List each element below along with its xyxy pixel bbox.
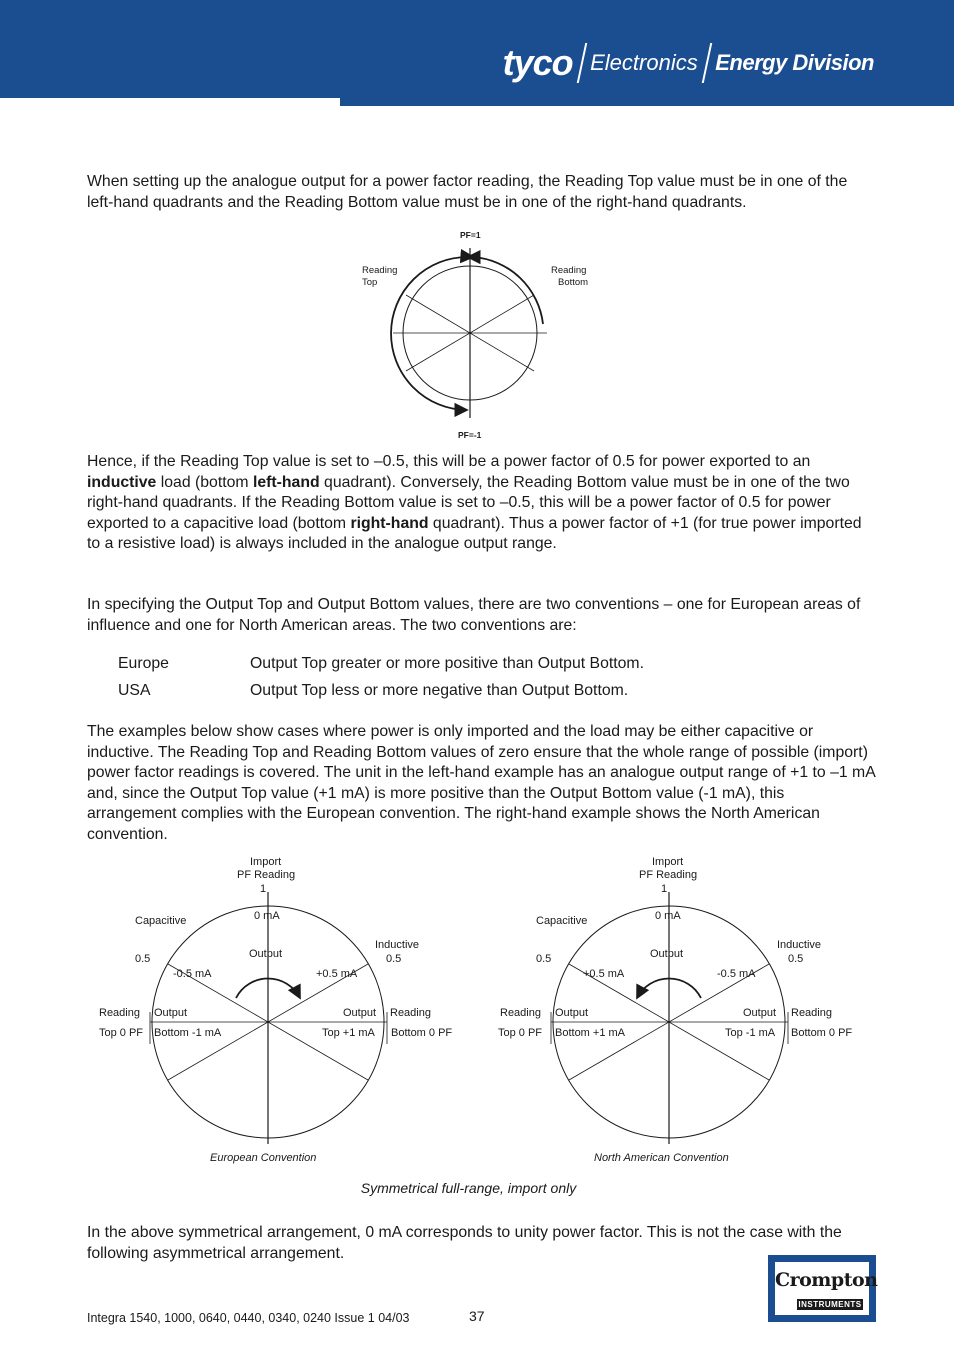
page-number: 37 [469, 1308, 485, 1324]
convention-region: USA [118, 682, 151, 699]
top-ma-label: Top +1 mA [322, 1027, 375, 1039]
header-banner [0, 0, 954, 106]
crompton-sub: INSTRUMENTS [798, 1300, 862, 1309]
reading-left-label: Reading [500, 1007, 541, 1019]
reading-right-label: Reading [791, 1007, 832, 1019]
reading-right-label: Reading [390, 1007, 431, 1019]
zero-ma-label: 0 mA [655, 910, 681, 922]
pf-minus-one-label: PF=-1 [458, 430, 482, 440]
paragraph-conventions: In specifying the Output Top and Output Bottom values, there are two conventions – one for European areas of influence and one for North American areas. The two conventions are: [87, 596, 861, 634]
convention-row-europe [118, 655, 644, 673]
brand-division: Energy Division [715, 50, 874, 75]
emphasis-inductive: inductive [87, 473, 157, 491]
brand-logo [503, 40, 874, 86]
pf-one-label: 1 [661, 883, 668, 895]
bottom-0pf-label: Bottom 0 PF [391, 1027, 453, 1039]
paragraph-reading-values: Hence, if the Reading Top value is set to –0.5, this will be a power factor of 0.5 for power exported to an inductive load (bottom left-hand quadrant). Conversely, the Reading Bottom value must be in one of the two right-hand quadrants. If the Reading Bottom value is set to –0.5, this will be a power factor of 0.5 for power exported to a capacitive load (bottom right-hand quadrant). Thus a power factor of +1 (for true power imported to a resistive load) is always included in the analogue output range. [87, 453, 862, 553]
convention-diagrams [90, 852, 870, 1170]
north-american-diagram [498, 856, 852, 1164]
output-right-label: Output [343, 1007, 377, 1019]
top-0pf-label: Top 0 PF [99, 1027, 144, 1039]
brand-tyco: tyco [502, 42, 573, 83]
paragraph-asymmetrical: In the above symmetrical arrangement, 0 mA corresponds to unity power factor. This is not the case with the following asymmetrical arrangement. [87, 1224, 842, 1262]
top-0pf-label: Top 0 PF [498, 1027, 543, 1039]
convention-rule: Output Top greater or more positive than Output Bottom. [250, 655, 644, 672]
header-notch [0, 98, 340, 106]
half-right-label: 0.5 [386, 953, 402, 965]
reading-top-label-2: Top [362, 277, 378, 288]
pf-quadrant-diagram [355, 226, 600, 444]
convention-row-usa [118, 682, 629, 700]
bottom-ma-label: Bottom -1 mA [154, 1027, 222, 1039]
pf-reading-label: PF Reading [639, 869, 698, 881]
import-label: Import [652, 856, 684, 868]
capacitive-label: Capacitive [536, 915, 588, 927]
zero-ma-label: 0 mA [254, 910, 280, 922]
crompton-name: Crompton [775, 1269, 878, 1291]
left-ma-label: -0.5 mA [173, 968, 212, 980]
reading-top-label-1: Reading [362, 265, 398, 276]
right-ma-label: -0.5 mA [717, 968, 756, 980]
european-convention-title: European Convention [210, 1152, 317, 1164]
half-left-label: 0.5 [536, 953, 552, 965]
top-ma-label: Top -1 mA [725, 1027, 776, 1039]
output-label: Output [650, 948, 684, 960]
footer-doc-info: Integra 1540, 1000, 0640, 0440, 0340, 0240 Issue 1 04/03 [87, 1311, 410, 1325]
convention-rule: Output Top less or more negative than Output Bottom. [250, 682, 629, 699]
bottom-ma-label: Bottom +1 mA [555, 1027, 626, 1039]
crompton-logo [768, 1255, 876, 1322]
capacitive-label: Capacitive [135, 915, 187, 927]
bottom-0pf-label: Bottom 0 PF [791, 1027, 853, 1039]
paragraph-intro: When setting up the analogue output for a power factor reading, the Reading Top value must be in one of the left-hand quadrants and the Reading Bottom value must be in one of the right-hand quadrants. [87, 173, 848, 211]
half-left-label: 0.5 [135, 953, 151, 965]
emphasis-left-hand: left-hand [252, 473, 320, 491]
inductive-label: Inductive [777, 939, 822, 951]
reading-left-label: Reading [99, 1007, 140, 1019]
output-left-label: Output [154, 1007, 188, 1019]
figure-caption: Symmetrical full-range, import only [360, 1180, 577, 1196]
brand-separator [576, 43, 586, 83]
reading-bottom-label-1: Reading [551, 265, 587, 276]
inductive-label: Inductive [375, 939, 420, 951]
reading-bottom-label-2: Bottom [558, 277, 589, 288]
emphasis-right-hand: right-hand [350, 514, 429, 532]
pf-plus-one-label: PF=1 [460, 230, 481, 240]
convention-region: Europe [118, 655, 169, 672]
north-american-convention-title: North American Convention [594, 1152, 729, 1164]
left-ma-label: +0.5 mA [583, 968, 625, 980]
brand-separator [701, 43, 711, 83]
pf-one-label: 1 [260, 883, 267, 895]
right-ma-label: +0.5 mA [316, 968, 358, 980]
half-right-label: 0.5 [788, 953, 804, 965]
output-right-label: Output [743, 1007, 777, 1019]
pf-reading-label: PF Reading [237, 869, 296, 881]
brand-electronics: Electronics [590, 50, 698, 75]
output-left-label: Output [555, 1007, 589, 1019]
output-label: Output [249, 948, 283, 960]
import-label: Import [250, 856, 282, 868]
paragraph-examples: The examples below show cases where power is only imported and the load may be either capacitive or inductive. The Reading Top and Reading Bottom values of zero ensure that the whole range of possible (import) power factor readings is covered. The unit in the left-hand example has an analogue output range of +1 to –1 mA and, since the Output Top value (+1 mA) is more positive than the Output Bottom value (-1 mA), this arrangement complies with the European convention. The right-hand example shows the North American convention. [87, 723, 875, 843]
european-diagram [99, 856, 452, 1164]
